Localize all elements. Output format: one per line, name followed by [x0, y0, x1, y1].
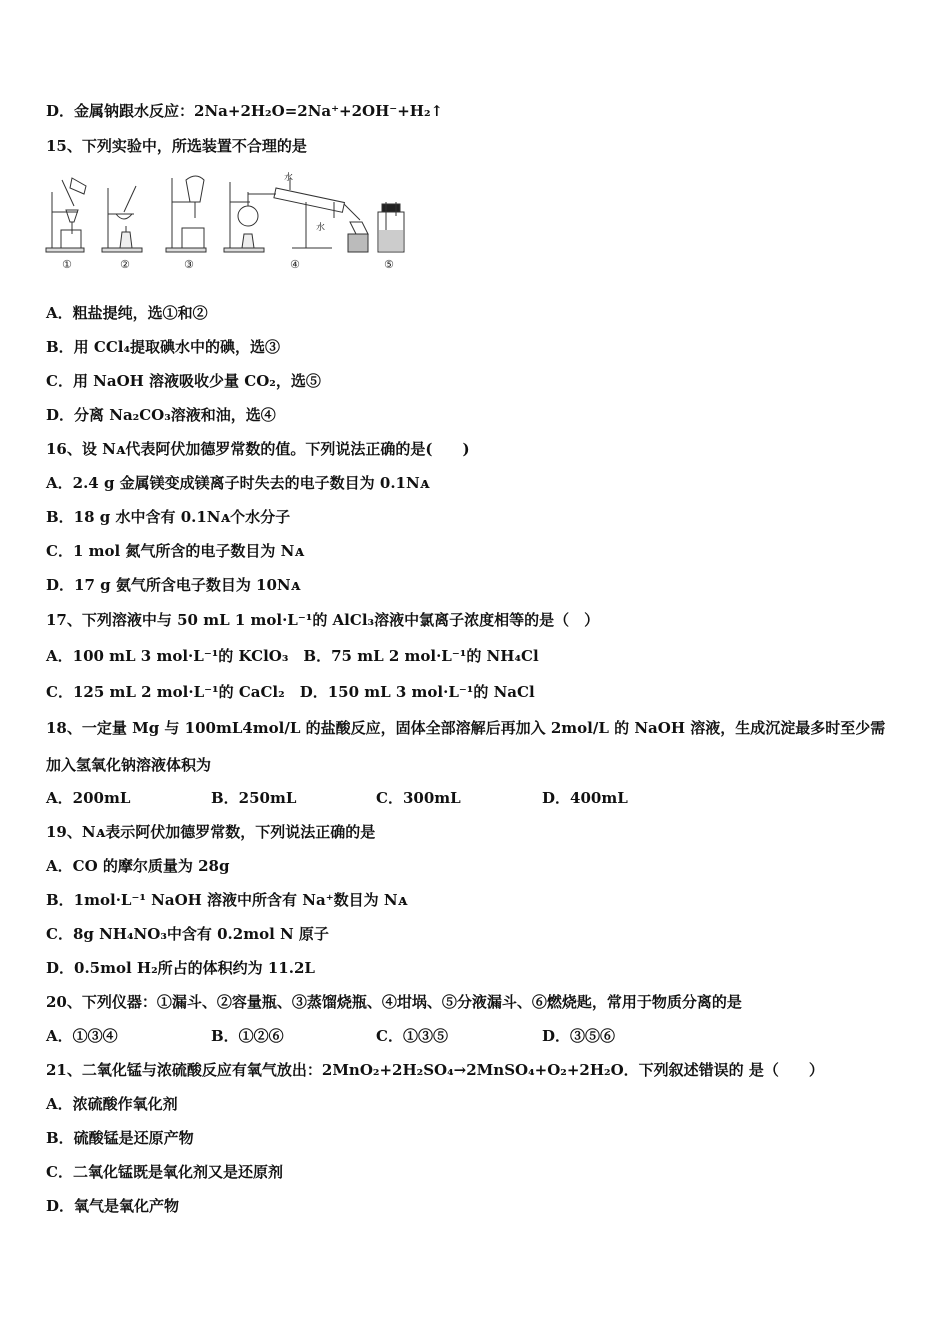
- apparatus-filtration: [46, 178, 86, 252]
- apparatus-evaporation: [102, 186, 142, 252]
- q18-option-b: B．250mL: [211, 789, 297, 807]
- q15-option-b: B．用 CCl₄提取碘水中的碘，选③: [46, 338, 281, 356]
- q18-option-d: D．400mL: [542, 789, 628, 807]
- q16-option-d: D．17 g 氨气所含电子数目为 10Nᴀ: [46, 576, 301, 594]
- apparatus-gas-washing-bottle: [378, 202, 404, 252]
- q19-option-a: A．CO 的摩尔质量为 28g: [46, 857, 230, 875]
- apparatus-diagram: [44, 172, 424, 272]
- q21-option-c: C．二氧化锰既是氧化剂又是还原剂: [46, 1163, 283, 1181]
- q18-stem-line1: 18、一定量 Mg 与 100mL4mol/L 的盐酸反应，固体全部溶解后再加入 2mol/L 的 NaOH 溶液，生成沉淀最多时至少需: [46, 719, 886, 737]
- figure-label-5: ⑤: [384, 258, 394, 271]
- q14-option-d: [46, 101, 443, 121]
- q16-option-a: A．2.4 g 金属镁变成镁离子时失去的电子数目为 0.1Nᴀ: [46, 474, 430, 492]
- q14-option-d-label: D．金属钠跟水反应：: [46, 102, 195, 120]
- q20-option-c: C．①③⑤: [376, 1027, 448, 1045]
- figure-label-4: ④: [290, 258, 300, 271]
- apparatus-separatory-funnel: [166, 176, 206, 252]
- figure-label-2: ②: [120, 258, 130, 271]
- q19-option-c: C．8g NH₄NO₃中含有 0.2mol N 原子: [46, 925, 329, 943]
- water-label-top: 水: [284, 172, 294, 182]
- q15-apparatus-figure: [44, 172, 424, 272]
- q20-option-a: A．①③④: [46, 1027, 118, 1045]
- apparatus-distillation: [224, 178, 368, 252]
- q17-stem: 17、下列溶液中与 50 mL 1 mol·L⁻¹的 AlCl₃溶液中氯离子浓度相等的是（ ）: [46, 611, 600, 629]
- q19-stem: 19、Nᴀ表示阿伏加德罗常数，下列说法正确的是: [46, 823, 376, 841]
- q16-option-b: B．18 g 水中含有 0.1Nᴀ个水分子: [46, 508, 291, 526]
- q20-option-d: D．③⑤⑥: [542, 1027, 616, 1045]
- q19-option-b: B．1mol·L⁻¹ NaOH 溶液中所含有 Na⁺数目为 Nᴀ: [46, 891, 408, 909]
- q15-option-a: A．粗盐提纯，选①和②: [46, 304, 208, 322]
- q18-option-c: C．300mL: [376, 789, 461, 807]
- q17-options-row1: A．100 mL 3 mol·L⁻¹的 KClO₃ B．75 mL 2 mol·L⁻¹的 NH₄Cl: [46, 647, 539, 665]
- figure-label-3: ③: [184, 258, 194, 271]
- water-label-bottom: 水: [316, 222, 326, 232]
- q21-option-a: A．浓硫酸作氧化剂: [46, 1095, 178, 1113]
- q20-stem: 20、下列仪器：①漏斗、②容量瓶、③蒸馏烧瓶、④坩埚、⑤分液漏斗、⑥燃烧匙，常用于物质分离的是: [46, 993, 742, 1011]
- q21-option-b: B．硫酸锰是还原产物: [46, 1129, 194, 1147]
- q20-option-b: B．①②⑥: [211, 1027, 284, 1045]
- q15-option-c: C．用 NaOH 溶液吸收少量 CO₂，选⑤: [46, 372, 321, 390]
- q17-options-row2: C．125 mL 2 mol·L⁻¹的 CaCl₂ D．150 mL 3 mol·L⁻¹的 NaCl: [46, 683, 535, 701]
- q21-option-d: D．氧气是氧化产物: [46, 1197, 180, 1215]
- q15-option-d: D．分离 Na₂CO₃溶液和油，选④: [46, 406, 276, 424]
- q15-stem: 15、下列实验中，所选装置不合理的是: [46, 137, 307, 155]
- q18-option-a: A．200mL: [46, 789, 131, 807]
- q16-option-c: C．1 mol 氮气所含的电子数目为 Nᴀ: [46, 542, 304, 560]
- q16-stem: 16、设 Nᴀ代表阿伏加德罗常数的值。下列说法正确的是( ): [46, 440, 470, 458]
- q14-option-d-formula: 2Na+2H₂O=2Na⁺+2OH⁻+H₂↑: [194, 102, 444, 120]
- figure-label-1: ①: [62, 258, 72, 271]
- q18-stem-line2: 加入氢氧化钠溶液体积为: [46, 756, 212, 774]
- q19-option-d: D．0.5mol H₂所占的体积约为 11.2L: [46, 959, 315, 977]
- q21-stem: 21、二氧化锰与浓硫酸反应有氧气放出：2MnO₂+2H₂SO₄→2MnSO₄+O₂+2H₂O．下列叙述错误的 是（ ）: [46, 1061, 824, 1079]
